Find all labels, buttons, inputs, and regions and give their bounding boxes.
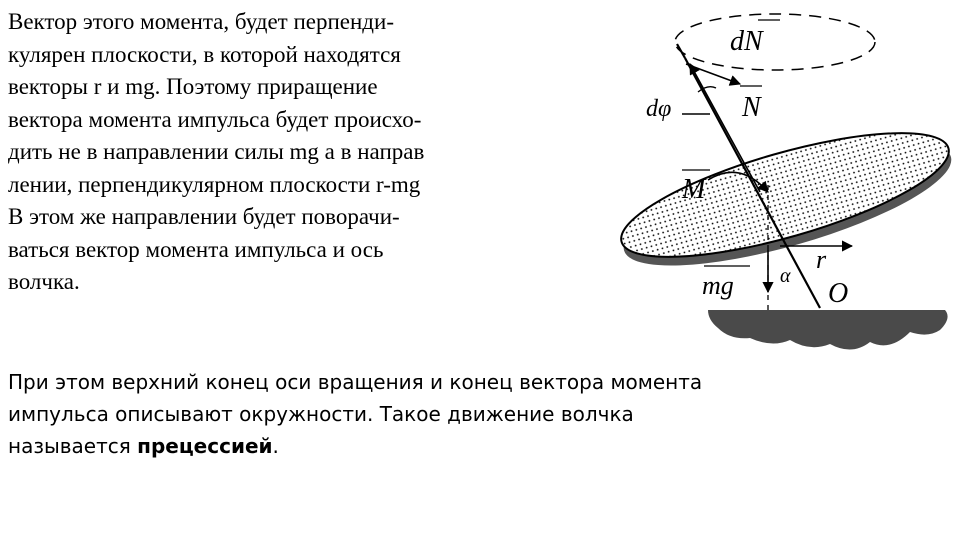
summary-text <box>8 366 948 462</box>
text-line: При этом верхний конец оси вращения и конец вектора момента <box>8 370 703 394</box>
text-line: лении, перпендикулярном плоскости r-mg <box>8 171 421 197</box>
term-precession: прецессией <box>137 434 273 458</box>
spinning-disk <box>610 108 960 291</box>
text-line: импульса описывают окружности. Такое движение волчка <box>8 402 634 426</box>
axis-upper-tip <box>677 44 685 58</box>
text-line: кулярен плоскости, в которой находятся <box>8 41 401 67</box>
text-segment: называется <box>8 434 138 458</box>
text-line: ваться вектор момента импульса и ось <box>8 236 384 262</box>
precession-circle <box>675 14 875 70</box>
precession-diagram <box>590 0 960 360</box>
text-line: волчка. <box>8 269 80 294</box>
ground-surface <box>708 310 948 350</box>
label-alpha: α <box>780 265 791 287</box>
label-M: M <box>682 174 706 205</box>
text-line <box>8 430 948 462</box>
label-O: O <box>828 278 849 309</box>
label-r: r <box>816 245 827 274</box>
text-line: векторы r и mg. Поэтому приращение <box>8 74 378 99</box>
text-line: дить не в направлении силы mg а в направ <box>8 139 425 164</box>
text-line: В этом же направлении будет поворачи- <box>8 204 400 229</box>
text-line: Вектор этого момента, будет перпенди- <box>8 9 394 34</box>
label-dphi: dφ <box>646 96 672 122</box>
text-line: вектора момента импульса будет происхо- <box>8 106 422 132</box>
text-segment: . <box>272 434 279 458</box>
label-dN: dN <box>730 26 763 57</box>
description-text <box>8 6 588 299</box>
label-mg: mg <box>702 271 734 300</box>
label-N: N <box>742 92 761 123</box>
